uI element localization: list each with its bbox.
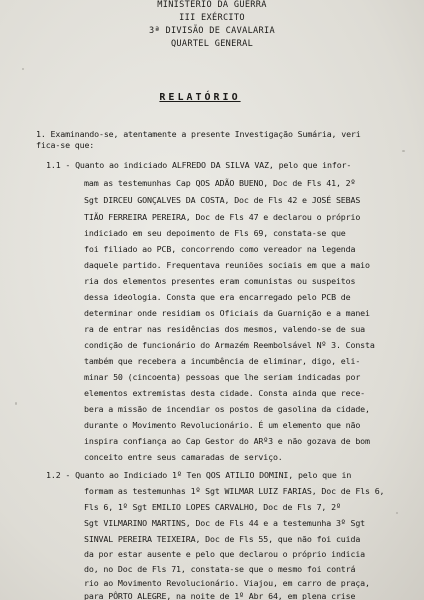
paper-speck [15, 402, 17, 405]
text-line: 1.1 - Quanto ao indiciado ALFREDO DA SILVA VAZ, pelo que infor- [46, 160, 352, 170]
text-line: foi filiado ao PCB, concorrendo como vereador na legenda [84, 244, 356, 254]
text-line: Fls 6, 1º Sgt EMILIO LOPES CARVALHO, Doc de Fls 7, 2º [84, 502, 341, 512]
text-line: também que recebera a incumbência de eliminar, digo, eli- [84, 356, 361, 366]
text-line: Sgt VILMARINO MARTINS, Doc de Fls 44 e a testemunha 3º Sgt [84, 518, 366, 528]
paper-speck [396, 512, 398, 514]
header-hq: QUARTEL GENERAL [170, 39, 254, 49]
text-line: formam as testemunhas 1º Sgt WILMAR LUIZ FARIAS, Doc de Fls 6, [84, 486, 385, 496]
text-line: 1. Examinando-se, atentamente a presente Investigação Sumária, veri [36, 129, 361, 139]
text-line: minar 50 (cincoenta) pessoas que lhe seriam indicadas por [84, 372, 361, 382]
text-line: Sgt DIRCEU GONÇALVES DA COSTA, Doc de Fls 42 e JOSÉ SEBAS [84, 195, 361, 205]
text-line: mam as testemunhas Cap QOS ADÃO BUENO, Doc de Fls 41, 2º [84, 178, 356, 188]
header-division: 3ª DIVISÃO DE CAVALARIA [149, 26, 275, 36]
text-line: condição de funcionário do Armazém Reembolsável Nº 3. Consta [84, 340, 375, 350]
text-line: inspira confiança ao Cap Gestor do ARº3 e não gozava de bom [84, 436, 370, 446]
document-title: RELATÓRIO [159, 92, 241, 103]
text-line: elementos extremistas desta cidade. Consta ainda que rece- [84, 388, 366, 398]
text-line: ria dos elementos presentes eram comunistas ou suspeitos [84, 276, 356, 286]
text-line: daquele partido. Frequentava reuniões sociais em que a maio [84, 260, 370, 270]
text-line: da por estar ausente e pelo que declarou o próprio indicia [84, 549, 366, 559]
text-line: fica-se que: [36, 140, 95, 150]
header-army: III EXÉRCITO [179, 13, 245, 23]
text-line: determinar onde residiam os Oficiais da Guarnição e a manei [84, 308, 370, 318]
text-line: rio ao Movimento Revolucionário. Viajou, em carro de praça, [84, 578, 370, 588]
text-line: ra de entrar nas residências dos mesmos, valendo-se de sua [84, 324, 366, 334]
header-ministry: MINISTÉRIO DA GUERRA [157, 0, 267, 10]
text-line: conceito entre seus camaradas de serviço. [84, 452, 283, 462]
text-line: 1.2 - Quanto ao Indiciado 1º Ten QOS ATILIO DOMINI, pelo que in [46, 470, 352, 480]
text-line: SINVAL PEREIRA TEIXEIRA, Doc de Fls 55, que não foi cuida [84, 534, 361, 544]
text-line: indiciado em seu depoimento de Fls 69, constata-se que [84, 228, 346, 238]
text-line: bera a missão de incendiar os postos de gasolina da cidade, [84, 404, 370, 414]
paper-speck [402, 150, 405, 152]
text-line: do, no Doc de Fls 71, constata-se que o mesmo foi contrá [84, 564, 356, 574]
text-line: TIÃO FERREIRA PEREIRA, Doc de Fls 47 e declarou o próprio [84, 212, 361, 222]
paper-speck [22, 68, 24, 70]
text-line: para PÔRTO ALEGRE, na noite de 1º Abr 64, em plena crise [84, 591, 356, 600]
text-line: durante o Movimento Revolucionário. É um elemento que não [84, 420, 361, 430]
text-line: dessa ideologia. Consta que era encarregado pelo PCB de [84, 292, 351, 302]
